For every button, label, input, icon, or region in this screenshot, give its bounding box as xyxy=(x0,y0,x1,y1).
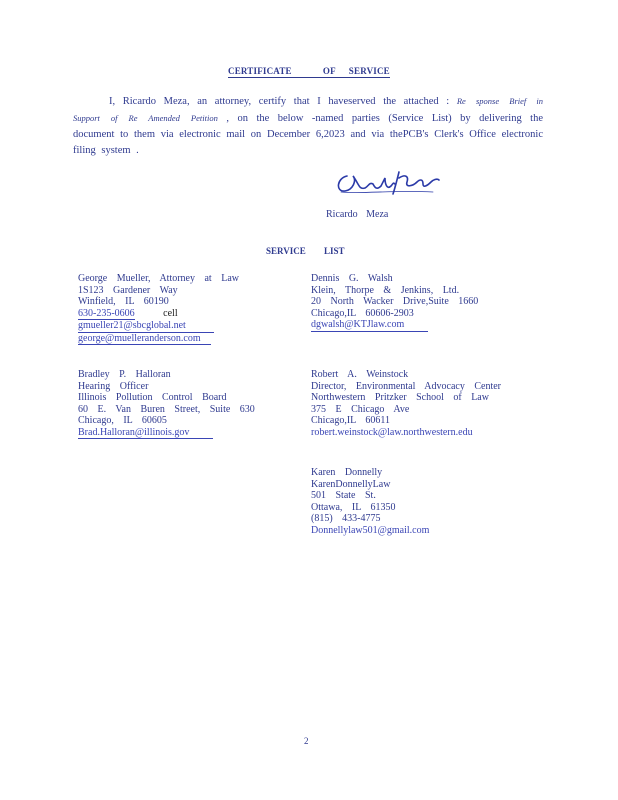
party-line: Ottawa, IL 61350 xyxy=(311,501,396,513)
email-link[interactable]: Donnellylaw501@gmail.com xyxy=(311,524,430,536)
party-line: 1S123 Gardener Way xyxy=(78,284,178,296)
party-line: 60 E. Van Buren Street, Suite 630 xyxy=(78,403,255,415)
party-line: 375 E Chicago Ave xyxy=(311,403,410,415)
signatory-name: Ricardo Meza xyxy=(326,209,389,220)
party-line: George Mueller, Attorney at Law xyxy=(78,273,239,284)
party-line: Dennis G. Walsh xyxy=(311,273,393,284)
party-line: Karen Donnelly xyxy=(311,467,383,478)
party-line: KarenDonnellyLaw xyxy=(311,478,391,490)
document-title-italic: Re sponse Brief in Support of Re Amended Petition xyxy=(73,96,543,123)
party-line: Robert A. Weinstock xyxy=(311,369,409,380)
party-line: Winfield, IL 60190 xyxy=(78,296,169,307)
certificate-text-part2: , on the below -named parties (Service List) by delivering the document to them via electronic mail on December 6,2023 and via thePCB's Clerk's Office electronic filing system . xyxy=(73,113,544,156)
email-link[interactable]: robert.weinstock@law.northwestern.edu xyxy=(311,426,473,438)
party-weinstock xyxy=(311,369,501,438)
party-walsh xyxy=(311,273,478,332)
email-link[interactable]: gmueller21@sbcglobal.net xyxy=(78,320,214,333)
party-mueller xyxy=(78,273,239,345)
party-line: Illinois Pollution Control Board xyxy=(78,392,227,403)
party-line: Chicago,IL 60611 xyxy=(311,415,391,426)
party-line: Klein, Thorpe & Jenkins, Ltd. xyxy=(311,284,460,296)
party-line: Northwestern Pritzker School of Law xyxy=(311,392,489,403)
email-link[interactable]: Brad.Halloran@illinois.gov xyxy=(78,427,213,440)
party-line: Chicago,IL 60606-2903 xyxy=(311,307,414,319)
certificate-paragraph xyxy=(73,93,543,159)
phone-suffix: cell xyxy=(163,307,178,319)
party-line: 20 North Wacker Drive,Suite 1660 xyxy=(311,296,479,307)
party-line: Chicago, IL 60605 xyxy=(78,415,167,426)
phone-link[interactable]: 630-235-0606 xyxy=(78,307,135,319)
certificate-text-part1: I, Ricardo Meza, an attorney, certify that I haveserved the attached : xyxy=(109,96,450,107)
email-link[interactable]: george@muelleranderson.com xyxy=(78,333,211,346)
handwritten-signature xyxy=(333,166,443,202)
page-number: 2 xyxy=(304,736,309,746)
party-line: Bradley P. Halloran xyxy=(78,369,171,380)
party-line: (815) 433-4775 xyxy=(311,513,381,524)
party-line: Director, Environmental Advocacy Center xyxy=(311,380,501,392)
certificate-title: CERTIFICATE OF SERVICE xyxy=(228,66,390,76)
party-line: 501 State St. xyxy=(311,490,376,501)
party-halloran xyxy=(78,369,255,439)
party-line: Hearing Officer xyxy=(78,380,149,392)
party-donnelly xyxy=(311,467,429,536)
service-list-title: SERVICE LIST xyxy=(266,246,345,256)
email-link[interactable]: dgwalsh@KTJlaw.com xyxy=(311,319,428,332)
